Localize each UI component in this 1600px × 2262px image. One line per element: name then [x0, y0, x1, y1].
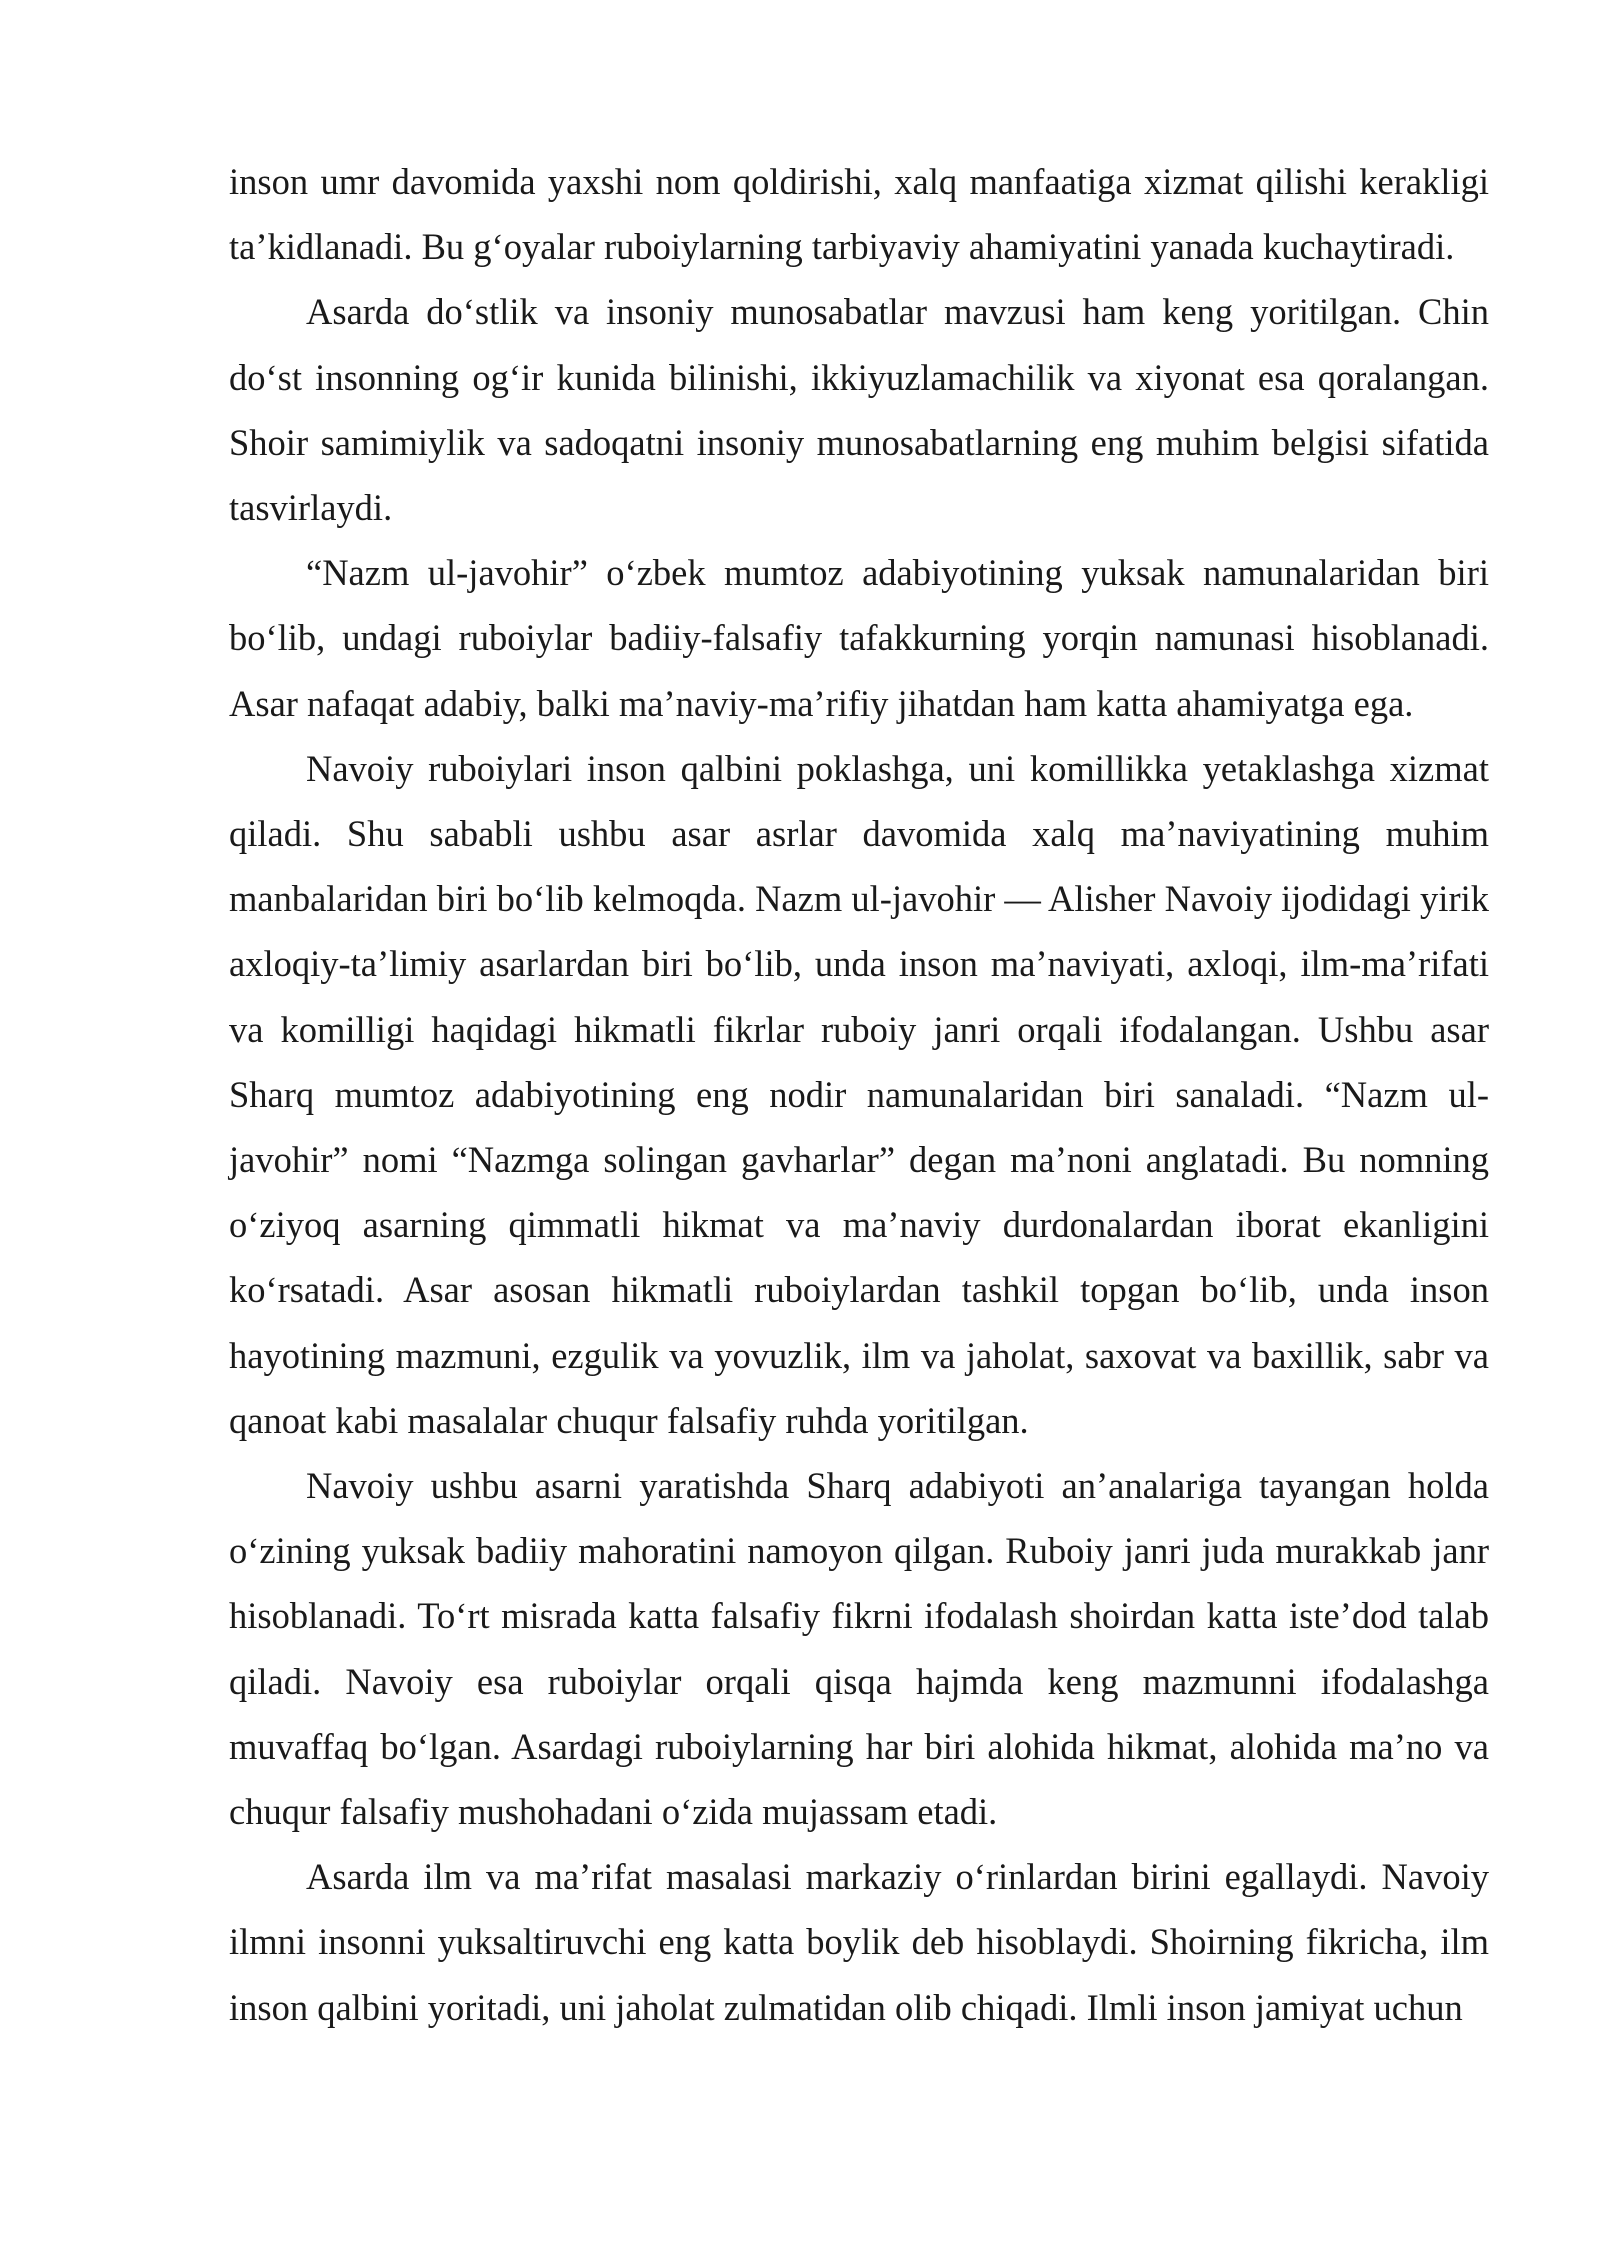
- paragraph-5: Navoiy ushbu asarni yaratishda Sharq adabiyoti an’analariga tayangan holda o‘zining yuksak badiiy mahoratini namoyon qilgan. Ruboiy janri juda murakkab janr hisoblanadi. To‘rt misrada katta falsafiy fikrni ifodalash shoirdan katta iste’dod talab qiladi. Navoiy esa ruboiylar orqali qisqa hajmda keng mazmunni ifodalashga muvaffaq bo‘lgan. Asardagi ruboiylarning har biri alohida hikmat, alohida ma’no va chuqur falsafiy mushohadani o‘zida mujassam etadi.: [229, 1465, 1489, 1833]
- paragraph-1: inson umr davomida yaxshi nom qoldirishi, xalq manfaatiga xizmat qilishi kerakligi ta’kidlanadi. Bu g‘oyalar ruboiylarning tarbiyaviy ahamiyatini yanada kuchaytiradi.: [229, 161, 1489, 268]
- document-page: [229, 149, 1489, 2040]
- paragraph-2: Asarda do‘stlik va insoniy munosabatlar mavzusi ham keng yoritilgan. Chin do‘st insonning og‘ir kunida bilinishi, ikkiyuzlamachilik va xiyonat esa qoralangan. Shoir samimiylik va sadoqatni insoniy munosabatlarning eng muhim belgisi sifatida tasvirlaydi.: [229, 291, 1489, 529]
- paragraph-3: “Nazm ul-javohir” o‘zbek mumtoz adabiyotining yuksak namunalaridan biri bo‘lib, undagi ruboiylar badiiy-falsafiy tafakkurning yorqin namunasi hisoblanadi. Asar nafaqat adabiy, balki ma’naviy-ma’rifiy jihatdan ham katta ahamiyatga ega.: [229, 552, 1489, 724]
- paragraph-4: Navoiy ruboiylari inson qalbini poklashga, uni komillikka yetaklashga xizmat qiladi. Shu sababli ushbu asar asrlar davomida xalq ma’naviyatining muhim manbalaridan biri bo‘lib kelmoqda. Nazm ul-javohir — Alisher Navoiy ijodidagi yirik axloqiy-ta’limiy asarlardan biri bo‘lib, unda inson ma’naviyati, axloqi, ilm-ma’rifati va komilligi haqidagi hikmatli fikrlar ruboiy janri orqali ifodalangan. Ushbu asar Sharq mumtoz adabiyotining eng nodir namunalaridan biri sanaladi. “Nazm ul-javohir” nomi “Nazmga solingan gavharlar” degan ma’noni anglatadi. Bu nomning o‘ziyoq asarning qimmatli hikmat va ma’naviy durdonalardan iborat ekanligini ko‘rsatadi. Asar asosan hikmatli ruboiylardan tashkil topgan bo‘lib, unda inson hayotining mazmuni, ezgulik va yovuzlik, ilm va jaholat, saxovat va baxillik, sabr va qanoat kabi masalalar chuqur falsafiy ruhda yoritilgan.: [229, 747, 1489, 1441]
- paragraph-6: Asarda ilm va ma’rifat masalasi markaziy o‘rinlardan birini egallaydi. Navoiy ilmni insonni yuksaltiruvchi eng katta boylik deb hisoblaydi. Shoirning fikricha, ilm inson qalbini yoritadi, uni jaholat zulmatidan olib chiqadi. Ilmli inson jamiyat uchun: [229, 1856, 1489, 2028]
